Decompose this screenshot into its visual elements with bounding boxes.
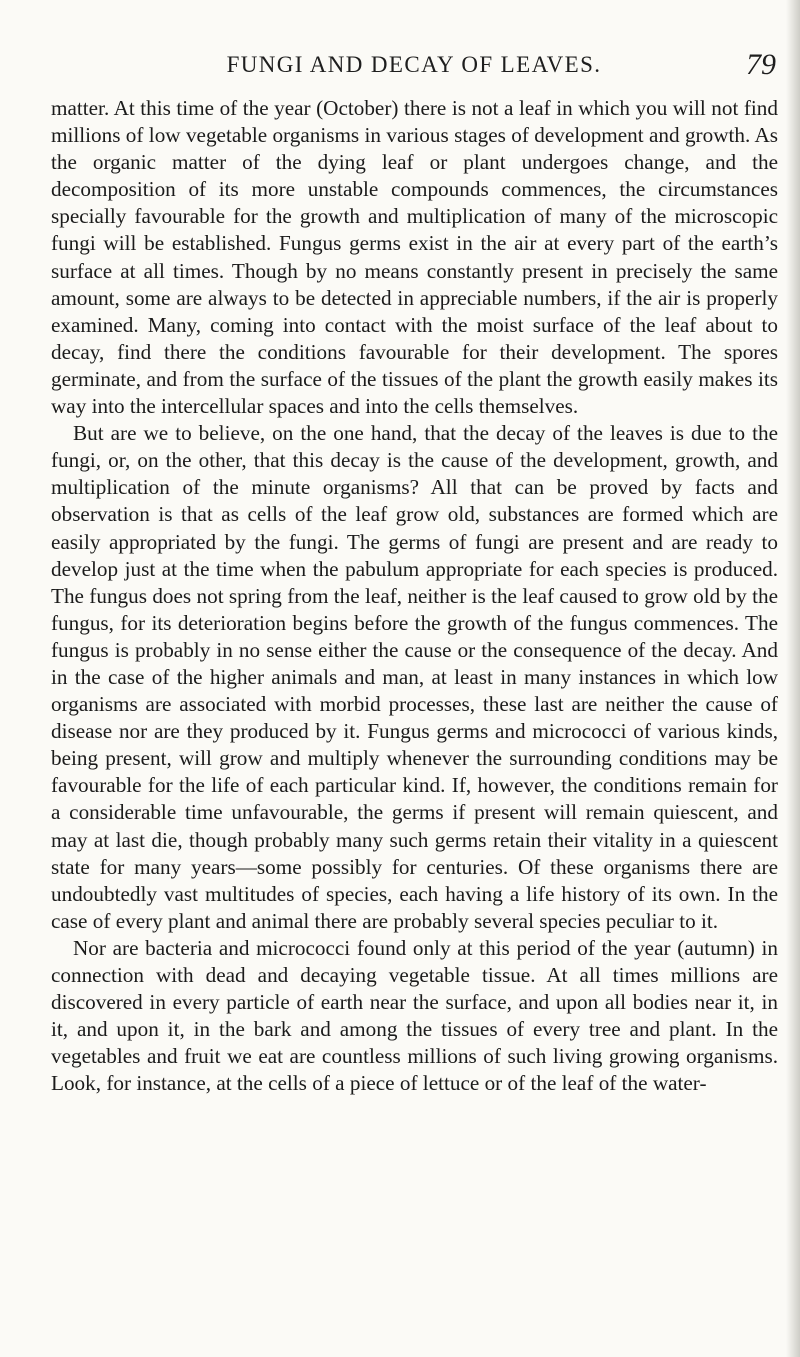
running-head	[52, 48, 776, 88]
page-edge-shadow	[786, 0, 800, 1357]
paragraph-2: But are we to believe, on the one hand, that the decay of the leaves is due to the fungi, or, on the other, that this decay is the cause of the development, growth, and multiplication of the minute organisms? All that can be proved by facts and observation is that as cells of the leaf grow old, substances are formed which are easily appropriated by the fungi. The germs of fungi are present and are ready to develop just at the time when the pabulum appropriate for each species is produced. The fungus does not spring from the leaf, neither is the leaf caused to grow old by the fungus, for its deterioration begins before the growth of the fungus commences. The fungus is probably in no sense either the cause or the consequence of the decay. And in the case of the higher animals and man, at least in many instances in which low organisms are associated with morbid processes, these last are neither the cause of disease nor are they produced by it. Fungus germs and micrococci of various kinds, being present, will grow and multiply whenever the surrounding conditions may be favourable for the life of each particular kind. If, however, the conditions remain for a considerable time unfavourable, the germs if present will remain quiescent, and may at last die, though probably many such germs retain their vitality in a quiescent state for many years—some possibly for centuries. Of these organisms there are undoubtedly vast multitudes of species, each having a life history of its own. In the case of every plant and animal there are probably several species peculiar to it.	[51, 421, 778, 933]
paragraph-1: matter. At this time of the year (October) there is not a leaf in which you will not find millions of low vegetable organisms in various stages of development and growth. As the organic matter of the dying leaf or plant undergoes change, and the decomposition of its more unstable compounds commences, the circumstances specially favourable for the growth and multiplication of many of the microscopic fungi will be established. Fungus germs exist in the air at every part of the earth’s surface at all times. Though by no means constantly present in precisely the same amount, some are always to be detected in appreciable numbers, if the air is properly examined. Many, coming into contact with the moist surface of the leaf about to decay, find there the conditions favourable for their development. The spores germinate, and from the surface of the tissues of the plant the growth easily makes its way into the intercellular spaces and into the cells themselves.	[51, 96, 778, 419]
page-number: 79	[746, 48, 776, 81]
paragraph-3: Nor are bacteria and micrococci found only at this period of the year (autumn) in connection with dead and decaying vegetable tissue. At all times millions are discovered in every particle of earth near the surface, and upon all bodies near it, in it, and upon it, in the bark and among the tissues of every tree and plant. In the vegetables and fruit we eat are countless millions of such living growing organisms. Look, for instance, at the cells of a piece of lettuce or of the leaf of the water-	[51, 935, 778, 1096]
body-text	[51, 95, 778, 1097]
running-title: FUNGI AND DECAY OF LEAVES.	[226, 52, 602, 77]
